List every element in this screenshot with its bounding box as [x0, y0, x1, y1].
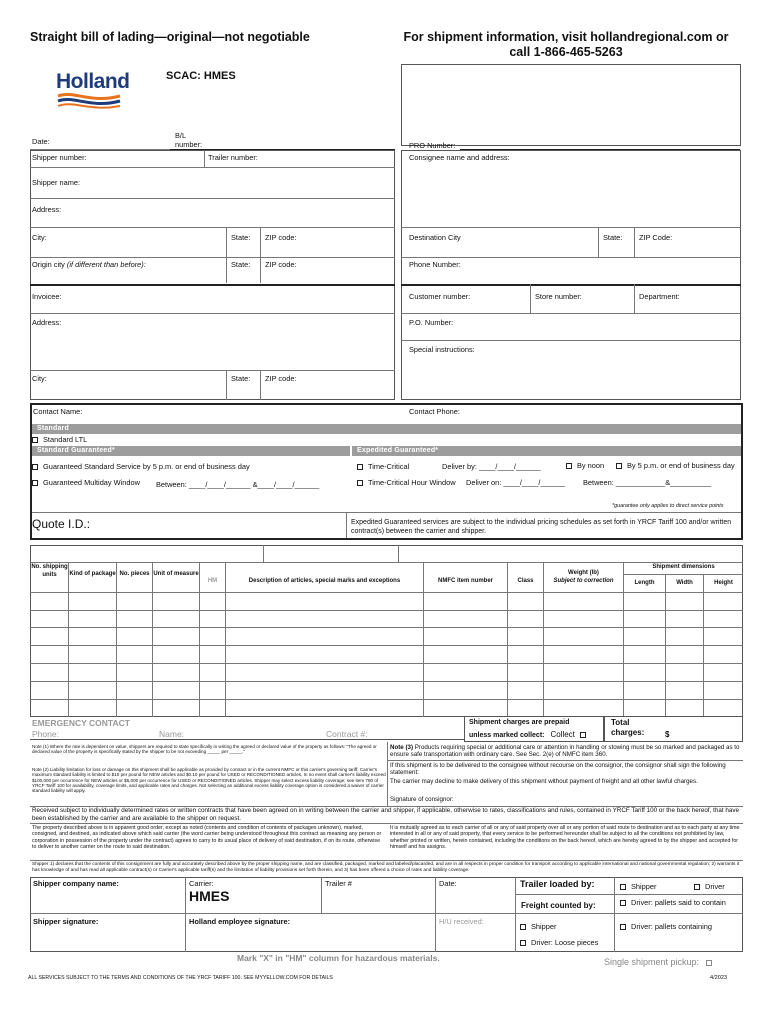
dollar-sign: $	[665, 730, 670, 739]
note-3	[390, 744, 740, 759]
pallets-containing-label: Driver: pallets containing	[631, 922, 712, 931]
charges-label: charges:	[611, 728, 645, 737]
invoicee-address-label: Address:	[32, 318, 62, 327]
trailer-label: Trailer #	[325, 879, 352, 888]
note-1: Note (1) Where the rate is dependent on value, shippers are required to state specifically in writing the agreed or declared value of the property as follows: "The agreed or declared value of the property is specifically stated by the shipper to be not exceeding _____ per _____."	[32, 744, 377, 755]
emergency-title: EMERGENCY CONTACT	[32, 718, 130, 728]
emergency-contract-label: Contract #:	[326, 729, 368, 739]
total-label: Total	[611, 718, 630, 727]
po-number-label: P.O. Number:	[409, 318, 454, 327]
pro-number-label: PRO Number:	[409, 141, 456, 150]
trailer-loaded-label: Trailer loaded by:	[520, 879, 595, 889]
special-instructions-label: Special instructions:	[409, 345, 475, 354]
zip-label: ZIP code:	[265, 233, 297, 242]
between2-blank[interactable]: ____________&__________	[615, 478, 712, 487]
col-kind-of-package: Kind of package	[69, 571, 116, 577]
gs-multiday-checkbox[interactable]	[32, 480, 38, 486]
col-shipping-units: No. shipping units	[31, 564, 68, 578]
shipment-info-box[interactable]	[401, 64, 741, 146]
property-left-clause: The property described above is in apparent good order, except as noted (contents and condition of contents of packages unknown), marked, consigned, and destined, as indicated above which said carrier (the word carrier being understood throughout this contract as meaning any person or corporation in possession of the property under the contract) agrees to carry to its usual place of delivery of said destination, if on its route, otherwise to deliver to another carrier on the route to said destination.	[32, 825, 382, 850]
destination-zip-label: ZIP Code:	[639, 233, 673, 242]
origin-city-note: (if different than before):	[66, 260, 146, 269]
scac-label: SCAC: HMES	[166, 70, 236, 82]
time-critical-checkbox[interactable]	[357, 464, 363, 470]
gs-5pm-label: Guaranteed Standard Service by 5 p.m. or end of business day	[43, 462, 250, 471]
single-pickup-checkbox[interactable]	[706, 960, 712, 966]
tc-hour-window-checkbox[interactable]	[357, 480, 363, 486]
invoicee-label: Invoicee:	[32, 292, 62, 301]
pallets-said-label: Driver: pallets said to contain	[631, 898, 726, 907]
col-description: Description of articles, special marks and exceptions	[248, 578, 401, 584]
gs-5pm-checkbox[interactable]	[32, 464, 38, 470]
standard-ltl-option[interactable]	[32, 435, 87, 444]
carrier-clause: The carrier may decline to make delivery of this shipment without payment of freight and all other lawful charges.	[390, 778, 698, 785]
consignee-section	[401, 150, 741, 400]
origin-city-label	[32, 260, 146, 269]
address-label: Address:	[32, 205, 62, 214]
date-label: Date:	[32, 137, 50, 146]
received-shipper-checkbox[interactable]	[520, 924, 526, 930]
single-pickup-label: Single shipment pickup:	[604, 957, 700, 967]
sig-date-label: Date:	[439, 879, 457, 888]
state-label: State:	[231, 233, 251, 242]
standard-ltl-checkbox[interactable]	[32, 437, 38, 443]
emergency-name-label: Name:	[159, 729, 185, 739]
shipment-info-header	[392, 30, 740, 60]
col-dimensions: Shipment dimensions	[652, 564, 715, 570]
gs-multiday-option[interactable]	[32, 478, 140, 487]
tc-hour-window-option[interactable]	[357, 478, 456, 487]
gs-5pm-option[interactable]	[32, 462, 250, 471]
by-noon-label: By noon	[577, 461, 605, 470]
consignee-label: Consignee name and address:	[409, 153, 510, 162]
loaded-shipper-label: Shipper	[631, 882, 657, 891]
loaded-driver-checkbox[interactable]	[694, 884, 700, 890]
holland-signature-label: Holland employee signature:	[189, 917, 291, 926]
between-blank[interactable]: ____/____/______ &____/____/______	[188, 480, 320, 489]
form-title: Straight bill of lading—original—not negotiable	[30, 30, 310, 44]
note-2: Note (2) Liability limitation for loss or damage on this shipment shall be applicable as provided by contract or in the current NMFC or this carrier's governing tariff. Carrier's maximum standard liability is limited to $10 per pound for NEW articles and $0.10 per pound for USED or RECONDITIONED articles. In no event shall carrier's liability exceed $100,000 per occurrence for NEW articles or $5,000 per occurrence for USED or RECONDITIONED articles. Shipper may select excess liability coverage; see item 780 of YRCF Tariff 100 for availability, coverage limits, and applicable rates and charges. Not selecting an additional excess liability coverage option is considered a waiver of carrier standard liability will apply.	[32, 767, 386, 794]
city-label: City:	[32, 233, 47, 242]
standard-ltl-label: Standard LTL	[43, 435, 88, 444]
pallets-containing-checkbox[interactable]	[620, 924, 626, 930]
shipper-certification: Shipper 1) declares that the contents of this consignment are fully and accurately described above by the proper shipping name, and are classified, packaged, marked and labeled/placarded, and are in all respects in proper condition for transport according to applicable international and national governmental regulation; 2) warrants it has knowledge of and has read all applicable contract(s) or Carrier's applicable tariff(s) and the limitation of liability provisions set forth therein, and 3) has been offered a choice of rates and liability coverage.	[32, 862, 740, 873]
destination-state-label: State:	[603, 233, 623, 242]
col-pieces: No. pieces	[119, 571, 150, 577]
trailer-number-label: Trailer number:	[208, 153, 258, 162]
shipper-name-label: Shipper name:	[32, 178, 81, 187]
carrier-label: Carrier:	[189, 879, 214, 888]
between2-label: Between:	[583, 478, 614, 487]
terms-footer: ALL SERVICES SUBJECT TO THE TERMS AND CONDITIONS OF THE YRCF TARIFF 100. SEE MYYELLOW.COM FOR DETAILS	[28, 975, 333, 981]
quote-id-label: Quote I.D.:	[32, 517, 91, 531]
carrier-value: HMES	[189, 888, 230, 904]
department-label: Department:	[639, 292, 680, 301]
loaded-driver-label: Driver	[705, 882, 725, 891]
total-charges-label	[611, 718, 644, 738]
loaded-shipper-option[interactable]	[620, 882, 656, 891]
logo-swoosh-icon	[56, 92, 122, 110]
shipper-number-label: Shipper number:	[32, 153, 87, 162]
time-critical-label: Time-Critical	[368, 462, 410, 471]
hu-received-label: H/U received:	[439, 917, 484, 926]
deliver-on-label: Deliver on:	[466, 478, 502, 487]
deliver-by-blank[interactable]: ____/____/______	[478, 462, 541, 471]
deliver-by-field[interactable]	[442, 462, 541, 471]
single-pickup[interactable]	[604, 957, 717, 967]
freight-counted-label: Freight counted by:	[521, 901, 596, 910]
by-noon-checkbox[interactable]	[566, 463, 572, 469]
standard-band: Standard	[32, 424, 741, 434]
loose-pieces-option[interactable]	[520, 938, 598, 947]
property-right-clause: It is mutually agreed as to each carrier of all or any of said property over all or any portion of said route to destination and as to each party at any time interested in all or any of said property, that every service to be performed hereunder shall be subject to all the conditions not prohibited by law, whether printed or written, herein contained, including the conditions on the back hereof, which are hereby agreed to by the shipper and accepted for himself and his assigns.	[390, 825, 740, 850]
col-hm: HM	[207, 578, 218, 584]
number-label: number:	[175, 140, 203, 149]
shipper-signature-label: Shipper signature:	[33, 917, 99, 926]
shipment-info-line2: call 1-866-465-5263	[509, 45, 623, 59]
shipper-company-label: Shipper company name:	[33, 879, 119, 888]
hazmat-note: Mark "X" in "HM" column for hazardous materials.	[237, 953, 440, 963]
bl-label: B/L	[175, 131, 187, 140]
collect-checkbox[interactable]	[580, 732, 586, 738]
by-5pm-option[interactable]	[616, 461, 735, 470]
multiday-between[interactable]	[156, 480, 319, 489]
emergency-phone-label: Phone:	[32, 729, 59, 739]
col-length: Length	[634, 580, 655, 586]
deliver-on-field[interactable]	[466, 478, 565, 487]
invoicee-city-label: City:	[32, 374, 47, 383]
between2-field[interactable]	[583, 478, 711, 487]
contact-name-label: Contact Name:	[33, 407, 83, 416]
loaded-driver-option[interactable]	[694, 882, 725, 891]
collect-line[interactable]	[469, 730, 591, 740]
bl-number-label	[175, 131, 202, 149]
collect-label: Collect	[550, 730, 575, 739]
prepaid-line1: Shipment charges are prepaid	[469, 719, 570, 726]
note-3-text: Products requiring special or additional care or attention in handling or stowing must be so marked and packaged as to ensure safe transportation with ordinary care. See Sec. 2(e) of NMFC item 360.	[390, 744, 740, 759]
pallets-said-option[interactable]	[620, 898, 726, 907]
note-3-label: Note (3)	[390, 744, 414, 751]
received-shipper-label: Shipper	[531, 922, 557, 931]
loaded-shipper-checkbox[interactable]	[620, 884, 626, 890]
expedited-note: Expedited Guaranteed services are subject to the individual pricing schedules as set forth in YRCF Tariff 100 and/or written contract(s) between the carrier and shipper.	[351, 519, 732, 535]
standard-guaranteed-band: Standard Guaranteed*	[32, 446, 350, 456]
consignee-clause: If this shipment is to be delivered to the consignee without recourse on the consignor, the consignor shall sign the following statement:	[390, 762, 726, 777]
shipment-info-line1: For shipment information, visit hollandregional.com or	[403, 30, 729, 44]
loose-pieces-label: Driver: Loose pieces	[531, 938, 599, 947]
contact-phone-label: Contact Phone:	[409, 407, 460, 416]
shipper-section	[30, 150, 395, 400]
col-weight	[544, 569, 623, 585]
invoicee-state-label: State:	[231, 374, 251, 383]
col-class: Class	[517, 578, 534, 584]
date-code: 4/2023	[710, 975, 728, 981]
holland-logo	[56, 70, 136, 112]
col-nmfc: NMFC item number	[437, 578, 493, 584]
time-critical-option[interactable]	[357, 462, 409, 471]
phone-number-label: Phone Number:	[409, 260, 461, 269]
col-unit-of-measure: Unit of measure	[153, 571, 199, 577]
loose-pieces-checkbox[interactable]	[520, 940, 526, 946]
col-width: Width	[676, 580, 693, 586]
col-height: Height	[714, 580, 733, 586]
customer-number-label: Customer number:	[409, 292, 471, 301]
between-label: Between:	[156, 480, 187, 489]
weight-label: Weight (lb)	[568, 570, 599, 576]
weight-sub-label: Subject to correction	[553, 578, 614, 584]
pallets-said-checkbox[interactable]	[620, 900, 626, 906]
guarantee-note: *guarantee only applies to direct service points	[612, 503, 724, 509]
destination-city-label: Destination City	[409, 233, 461, 242]
invoicee-zip-label: ZIP code:	[265, 374, 297, 383]
origin-zip-label: ZIP code:	[265, 260, 297, 269]
expedited-guaranteed-band: Expedited Guaranteed*	[352, 446, 741, 456]
origin-city-text: Origin city	[32, 260, 65, 269]
store-number-label: Store number:	[535, 292, 582, 301]
logo-text: Holland	[56, 70, 130, 93]
gs-multiday-label: Guaranteed Multiday Window	[43, 478, 140, 487]
by-5pm-checkbox[interactable]	[616, 463, 622, 469]
by-5pm-label: By 5 p.m. or end of business day	[627, 461, 735, 470]
consignor-signature-label: Signature of consignor:	[390, 796, 454, 803]
origin-state-label: State:	[231, 260, 251, 269]
received-shipper-option[interactable]	[520, 922, 556, 931]
received-clause: Received subject to individually determined rates or written contracts that have been agreed on in writing between the carrier and shipper, if applicable, otherwise to rates, classifications and rules, contained in YRCF Tariff 100 or the back hereof, that have been established by the carrier and are available to the shipper on request.	[32, 807, 740, 822]
by-noon-option[interactable]	[566, 461, 604, 470]
deliver-by-label: Deliver by:	[442, 462, 477, 471]
deliver-on-blank[interactable]: ____/____/______	[503, 478, 566, 487]
prepaid-line2: unless marked collect:	[469, 732, 545, 739]
tc-hour-window-label: Time-Critical Hour Window	[368, 478, 456, 487]
pallets-containing-option[interactable]	[620, 922, 712, 931]
